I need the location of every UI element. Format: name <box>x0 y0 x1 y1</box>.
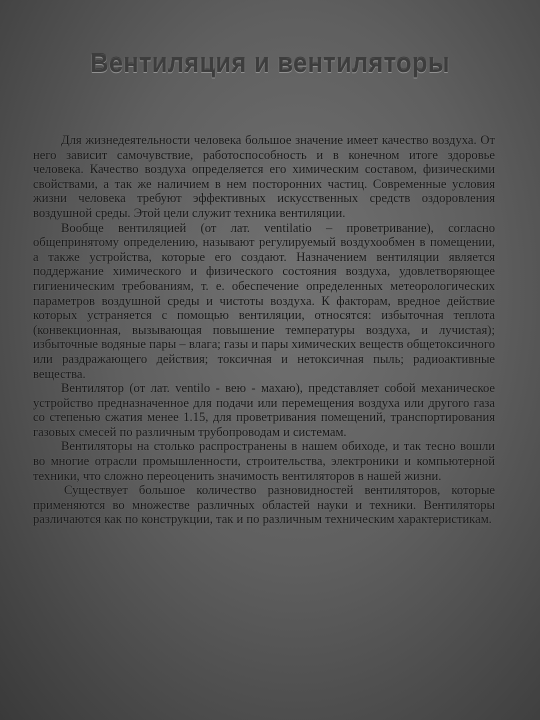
paragraph-fan-varieties: Существует большое количество разновидностей вентиляторов, которые применяются во множестве различных областей науки и техники. Вентиляторы различаются как по конструкции, так и по различным техническим характеристикам. <box>33 483 495 527</box>
paragraph-fan-significance: Вентиляторы на столько распространены в нашем обиходе, и так тесно вошли во многие отрасли промышленности, строительства, электроники и компьютерной техники, что сложно переоценить значимость вентиляторов в нашей жизни. <box>33 439 495 483</box>
paragraph-ventilation-definition: Вообще вентиляцией (от лат. ventilatio – проветривание), согласно общепринятому определению, называют регулируемый воздухообмен в помещении, а также устройства, которые его создают. Назначением вентиляции является поддержание химического и физического состояния воздуха, удовлетворяющее гигиеническим требованиям, т. е. обеспечение определенных метеорологических параметров воздушной среды и чистоты воздуха. К факторам, вредное действие которых устраняется с помощью вентиляции, относятся: избыточная теплота (конвекционная, вызывающая повышение температуры воздуха, и лучистая); избыточные водяные пары – влага; газы и пары химических веществ общетоксичного или раздражающего действия; токсичная и нетоксичная пыль; радиоактивные вещества. <box>33 220 495 381</box>
slide-title: Вентиляция и вентиляторы <box>90 50 450 78</box>
slide-body <box>33 133 495 527</box>
paragraph-fan-definition: Вентилятор (от лат. ventilo - вею - махаю), представляет собой механическое устройство предназначенное для подачи или перемещения воздуха или другого газа со степенью сжатия менее 1.15, для проветривания помещений, транспортирования газовых смесей по различным трубопроводам и системам. <box>33 381 495 439</box>
paragraph-air-quality: Для жизнедеятельности человека большое значение имеет качество воздуха. От него зависит самочувствие, работоспособность и в конечном итоге здоровье человека. Качество воздуха определяется его химическим составом, физическими свойствами, а так же наличием в нем посторонних частиц. Современные условия жизни человека требуют эффективных искусственных средств оздоровления воздушной среды. Этой цели служит техника вентиляции. <box>33 133 495 220</box>
